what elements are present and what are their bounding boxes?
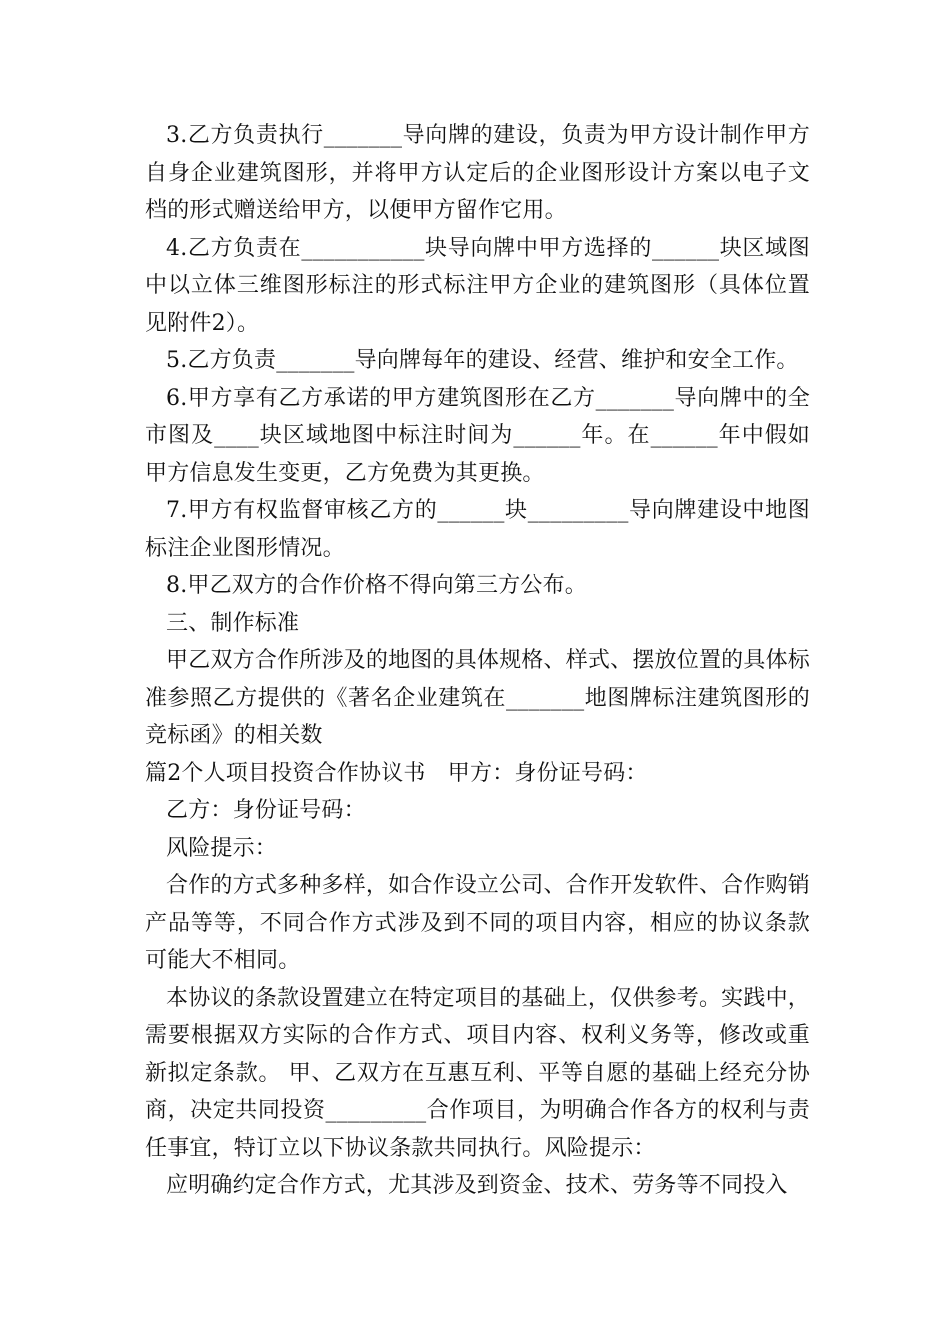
clause-5: 5.乙方负责_______导向牌每年的建设、经营、维护和安全工作。 bbox=[166, 348, 799, 373]
production-standard-text: 甲乙双方合作所涉及的地图的具体规格、样式、摆放位置的具体标准参照乙方提供的《著名企业建筑在_______地图牌标注建筑图形的竞标函》的相关数 bbox=[145, 648, 810, 748]
document-body bbox=[145, 117, 810, 1205]
risk-notice-heading: 风险提示： bbox=[166, 835, 278, 861]
cooperation-methods-text: 合作的方式多种多样，如合作设立公司、合作开发软件、合作购销产品等等，不同合作方式涉及到不同的项目内容，相应的协议条款可能大不相同。 bbox=[145, 873, 810, 973]
clause-6: 6.甲方享有乙方承诺的甲方建筑图形在乙方_______导向牌中的全市图及____块区域地图中标注时间为______年。在______年中假如甲方信息发生变更，乙方免费为其更换。 bbox=[145, 385, 810, 486]
cooperation-method-note: 应明确约定合作方式，尤其涉及到资金、技术、劳务等不同投入 bbox=[166, 1173, 788, 1198]
agreement-preamble-text: 本协议的条款设置建立在特定项目的基础上，仅供参考。实践中，需要根据双方实际的合作方式、项目内容、权利义务等，修改或重新拟定条款。 甲、乙双方在互惠互利、平等自愿的基础上经充分协商，决定共同投资_________合作项目，为明确合作各方的权利与责任事宜，特订立以下协议条款共同执行。风险提示： bbox=[145, 985, 810, 1161]
section-heading-production-standard: 三、制作标准 bbox=[166, 610, 300, 636]
clause-4: 4.乙方负责在___________块导向牌中甲方选择的______块区域图中以立体三维图形标注的形式标注甲方企业的建筑图形（具体位置见附件2）。 bbox=[145, 235, 810, 336]
party-b-line: 乙方：身份证号码： bbox=[166, 798, 366, 823]
agreement-2-title: 篇2个人项目投资合作协议书 甲方：身份证号码： bbox=[145, 760, 648, 786]
clause-3: 3.乙方负责执行_______导向牌的建设，负责为甲方设计制作甲方自身企业建筑图形，并将甲方认定后的企业图形设计方案以电子文档的形式赠送给甲方，以便甲方留作它用。 bbox=[145, 123, 810, 223]
clause-7: 7.甲方有权监督审核乙方的______块_________导向牌建设中地图标注企业图形情况。 bbox=[145, 498, 810, 561]
clause-8: 8.甲乙双方的合作价格不得向第三方公布。 bbox=[166, 573, 587, 598]
